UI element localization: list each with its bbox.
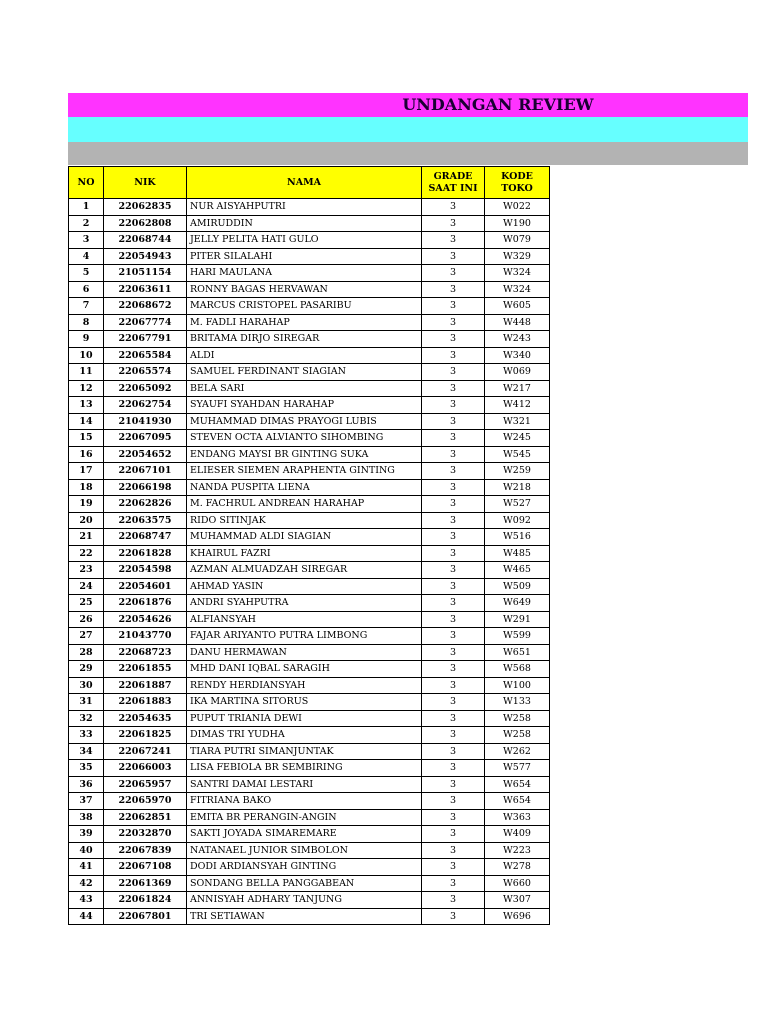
name-cell: SYAUFI SYAHDAN HARAHAP xyxy=(187,397,422,414)
nik-cell: 22065584 xyxy=(104,347,187,364)
grade-cell: 3 xyxy=(422,463,485,480)
grade-cell: 3 xyxy=(422,347,485,364)
row-number: 20 xyxy=(69,512,104,529)
row-number: 31 xyxy=(69,694,104,711)
name-cell: EMITA BR PERANGIN-ANGIN xyxy=(187,809,422,826)
store-code-cell: W485 xyxy=(485,545,550,562)
row-number: 39 xyxy=(69,826,104,843)
store-code-cell: W654 xyxy=(485,776,550,793)
store-code-cell: W258 xyxy=(485,727,550,744)
row-number: 13 xyxy=(69,397,104,414)
grade-cell: 3 xyxy=(422,595,485,612)
store-code-cell: W069 xyxy=(485,364,550,381)
table-row xyxy=(69,677,550,694)
name-cell: ALDI xyxy=(187,347,422,364)
table-row xyxy=(69,611,550,628)
table-row xyxy=(69,281,550,298)
row-number: 7 xyxy=(69,298,104,315)
store-code-cell: W307 xyxy=(485,892,550,909)
name-cell: MUHAMMAD ALDI SIAGIAN xyxy=(187,529,422,546)
name-cell: NATANAEL JUNIOR SIMBOLON xyxy=(187,842,422,859)
row-number: 10 xyxy=(69,347,104,364)
table-row xyxy=(69,644,550,661)
store-code-cell: W545 xyxy=(485,446,550,463)
store-code-cell: W262 xyxy=(485,743,550,760)
grade-cell: 3 xyxy=(422,661,485,678)
table-row xyxy=(69,215,550,232)
grade-cell: 3 xyxy=(422,298,485,315)
grade-cell: 3 xyxy=(422,314,485,331)
header-no: NO xyxy=(69,167,104,199)
table-row xyxy=(69,248,550,265)
table-row xyxy=(69,364,550,381)
table-row xyxy=(69,529,550,546)
nik-cell: 22067774 xyxy=(104,314,187,331)
store-code-cell: W321 xyxy=(485,413,550,430)
name-cell: SONDANG BELLA PANGGABEAN xyxy=(187,875,422,892)
nik-cell: 22065957 xyxy=(104,776,187,793)
store-code-cell: W100 xyxy=(485,677,550,694)
grade-cell: 3 xyxy=(422,875,485,892)
header-grade: GRADE SAAT INI xyxy=(422,167,485,199)
grade-cell: 3 xyxy=(422,496,485,513)
grade-cell: 3 xyxy=(422,364,485,381)
grade-cell: 3 xyxy=(422,892,485,909)
name-cell: BELA SARI xyxy=(187,380,422,397)
header-row xyxy=(69,167,550,199)
store-code-cell: W324 xyxy=(485,265,550,282)
grade-cell: 3 xyxy=(422,529,485,546)
nik-cell: 22061825 xyxy=(104,727,187,744)
nik-cell: 22054626 xyxy=(104,611,187,628)
nik-cell: 22066198 xyxy=(104,479,187,496)
grade-cell: 3 xyxy=(422,281,485,298)
table-row xyxy=(69,446,550,463)
header-kode-toko: KODE TOKO xyxy=(485,167,550,199)
nik-cell: 22067101 xyxy=(104,463,187,480)
grade-cell: 3 xyxy=(422,512,485,529)
table-row xyxy=(69,826,550,843)
grade-cell: 3 xyxy=(422,248,485,265)
nik-cell: 22062851 xyxy=(104,809,187,826)
name-cell: HARI MAULANA xyxy=(187,265,422,282)
nik-cell: 22065092 xyxy=(104,380,187,397)
row-number: 14 xyxy=(69,413,104,430)
store-code-cell: W363 xyxy=(485,809,550,826)
row-number: 43 xyxy=(69,892,104,909)
store-code-cell: W649 xyxy=(485,595,550,612)
store-code-cell: W259 xyxy=(485,463,550,480)
table-row xyxy=(69,380,550,397)
nik-cell: 22062835 xyxy=(104,199,187,216)
name-cell: SAKTI JOYADA SIMAREMARE xyxy=(187,826,422,843)
row-number: 32 xyxy=(69,710,104,727)
row-number: 6 xyxy=(69,281,104,298)
table-row xyxy=(69,842,550,859)
table-row xyxy=(69,727,550,744)
store-code-cell: W599 xyxy=(485,628,550,645)
store-code-cell: W527 xyxy=(485,496,550,513)
nik-cell: 22062808 xyxy=(104,215,187,232)
store-code-cell: W133 xyxy=(485,694,550,711)
nik-cell: 22065970 xyxy=(104,793,187,810)
store-code-cell: W291 xyxy=(485,611,550,628)
table-row xyxy=(69,232,550,249)
table-row xyxy=(69,661,550,678)
nik-cell: 22054635 xyxy=(104,710,187,727)
table-row xyxy=(69,859,550,876)
grade-cell: 3 xyxy=(422,644,485,661)
table-row xyxy=(69,512,550,529)
store-code-cell: W079 xyxy=(485,232,550,249)
store-code-cell: W577 xyxy=(485,760,550,777)
grade-cell: 3 xyxy=(422,430,485,447)
name-cell: TRI SETIAWAN xyxy=(187,908,422,925)
table-body xyxy=(69,199,550,925)
row-number: 33 xyxy=(69,727,104,744)
row-number: 34 xyxy=(69,743,104,760)
name-cell: PUPUT TRIANIA DEWI xyxy=(187,710,422,727)
table-row xyxy=(69,908,550,925)
nik-cell: 22067839 xyxy=(104,842,187,859)
row-number: 5 xyxy=(69,265,104,282)
grade-cell: 3 xyxy=(422,215,485,232)
nik-cell: 22067801 xyxy=(104,908,187,925)
table-row xyxy=(69,710,550,727)
row-number: 36 xyxy=(69,776,104,793)
table-row xyxy=(69,496,550,513)
store-code-cell: W465 xyxy=(485,562,550,579)
name-cell: RIDO SITINJAK xyxy=(187,512,422,529)
name-cell: LISA FEBIOLA BR SEMBIRING xyxy=(187,760,422,777)
store-code-cell: W509 xyxy=(485,578,550,595)
grade-cell: 3 xyxy=(422,380,485,397)
name-cell: FITRIANA BAKO xyxy=(187,793,422,810)
store-code-cell: W218 xyxy=(485,479,550,496)
name-cell: SANTRI DAMAI LESTARI xyxy=(187,776,422,793)
name-cell: AHMAD YASIN xyxy=(187,578,422,595)
store-code-cell: W516 xyxy=(485,529,550,546)
row-number: 18 xyxy=(69,479,104,496)
name-cell: M. FACHRUL ANDREAN HARAHAP xyxy=(187,496,422,513)
row-number: 23 xyxy=(69,562,104,579)
table-row xyxy=(69,430,550,447)
name-cell: FAJAR ARIYANTO PUTRA LIMBONG xyxy=(187,628,422,645)
store-code-cell: W223 xyxy=(485,842,550,859)
row-number: 40 xyxy=(69,842,104,859)
nik-cell: 22061369 xyxy=(104,875,187,892)
nik-cell: 22062826 xyxy=(104,496,187,513)
grade-cell: 3 xyxy=(422,265,485,282)
store-code-cell: W329 xyxy=(485,248,550,265)
name-cell: DANU HERMAWAN xyxy=(187,644,422,661)
table-row xyxy=(69,347,550,364)
subtitle-band xyxy=(68,117,748,142)
store-code-cell: W022 xyxy=(485,199,550,216)
store-code-cell: W568 xyxy=(485,661,550,678)
table-row xyxy=(69,743,550,760)
grade-cell: 3 xyxy=(422,479,485,496)
nik-cell: 22068723 xyxy=(104,644,187,661)
table-row xyxy=(69,562,550,579)
grade-cell: 3 xyxy=(422,859,485,876)
name-cell: ENDANG MAYSI BR GINTING SUKA xyxy=(187,446,422,463)
nik-cell: 22054598 xyxy=(104,562,187,579)
nik-cell: 22067241 xyxy=(104,743,187,760)
grade-cell: 3 xyxy=(422,908,485,925)
table-row xyxy=(69,793,550,810)
nik-cell: 22067791 xyxy=(104,331,187,348)
grade-cell: 3 xyxy=(422,776,485,793)
row-number: 2 xyxy=(69,215,104,232)
table-row xyxy=(69,545,550,562)
nik-cell: 22061828 xyxy=(104,545,187,562)
row-number: 42 xyxy=(69,875,104,892)
row-number: 38 xyxy=(69,809,104,826)
store-code-cell: W243 xyxy=(485,331,550,348)
nik-cell: 22067108 xyxy=(104,859,187,876)
name-cell: MUHAMMAD DIMAS PRAYOGI LUBIS xyxy=(187,413,422,430)
nik-cell: 22066003 xyxy=(104,760,187,777)
table-row xyxy=(69,199,550,216)
table-row xyxy=(69,628,550,645)
row-number: 37 xyxy=(69,793,104,810)
grade-cell: 3 xyxy=(422,628,485,645)
name-cell: AZMAN ALMUADZAH SIREGAR xyxy=(187,562,422,579)
nik-cell: 22065574 xyxy=(104,364,187,381)
row-number: 30 xyxy=(69,677,104,694)
nik-cell: 22068747 xyxy=(104,529,187,546)
nik-cell: 22032870 xyxy=(104,826,187,843)
row-number: 4 xyxy=(69,248,104,265)
grade-cell: 3 xyxy=(422,331,485,348)
name-cell: ALFIANSYAH xyxy=(187,611,422,628)
table-row xyxy=(69,397,550,414)
page-title: UNDANGAN REVIEW xyxy=(402,95,594,114)
row-number: 19 xyxy=(69,496,104,513)
grade-cell: 3 xyxy=(422,826,485,843)
name-cell: ANDRI SYAHPUTRA xyxy=(187,595,422,612)
name-cell: STEVEN OCTA ALVIANTO SIHOMBING xyxy=(187,430,422,447)
title-band xyxy=(68,93,748,117)
row-number: 15 xyxy=(69,430,104,447)
row-number: 27 xyxy=(69,628,104,645)
grade-cell: 3 xyxy=(422,413,485,430)
table-row xyxy=(69,479,550,496)
grade-cell: 3 xyxy=(422,446,485,463)
table-row xyxy=(69,413,550,430)
nik-cell: 22061887 xyxy=(104,677,187,694)
header-nik: NIK xyxy=(104,167,187,199)
store-code-cell: W092 xyxy=(485,512,550,529)
row-number: 9 xyxy=(69,331,104,348)
grade-cell: 3 xyxy=(422,562,485,579)
grade-cell: 3 xyxy=(422,793,485,810)
row-number: 28 xyxy=(69,644,104,661)
store-code-cell: W278 xyxy=(485,859,550,876)
nik-cell: 22068744 xyxy=(104,232,187,249)
name-cell: KHAIRUL FAZRI xyxy=(187,545,422,562)
store-code-cell: W340 xyxy=(485,347,550,364)
table-row xyxy=(69,760,550,777)
name-cell: M. FADLI HARAHAP xyxy=(187,314,422,331)
store-code-cell: W258 xyxy=(485,710,550,727)
name-cell: MARCUS CRISTOPEL PASARIBU xyxy=(187,298,422,315)
name-cell: PITER SILALAHI xyxy=(187,248,422,265)
nik-cell: 22061883 xyxy=(104,694,187,711)
nik-cell: 22061876 xyxy=(104,595,187,612)
nik-cell: 22062754 xyxy=(104,397,187,414)
grade-cell: 3 xyxy=(422,809,485,826)
grade-cell: 3 xyxy=(422,578,485,595)
nik-cell: 22063575 xyxy=(104,512,187,529)
grade-cell: 3 xyxy=(422,232,485,249)
row-number: 16 xyxy=(69,446,104,463)
store-code-cell: W605 xyxy=(485,298,550,315)
nik-cell: 22068672 xyxy=(104,298,187,315)
row-number: 12 xyxy=(69,380,104,397)
row-number: 44 xyxy=(69,908,104,925)
row-number: 17 xyxy=(69,463,104,480)
name-cell: NUR AISYAHPUTRI xyxy=(187,199,422,216)
store-code-cell: W409 xyxy=(485,826,550,843)
nik-cell: 22061824 xyxy=(104,892,187,909)
name-cell: SAMUEL FERDINANT SIAGIAN xyxy=(187,364,422,381)
grade-cell: 3 xyxy=(422,545,485,562)
store-code-cell: W245 xyxy=(485,430,550,447)
grade-cell: 3 xyxy=(422,694,485,711)
store-code-cell: W660 xyxy=(485,875,550,892)
store-code-cell: W696 xyxy=(485,908,550,925)
table-row xyxy=(69,314,550,331)
store-code-cell: W412 xyxy=(485,397,550,414)
nik-cell: 22067095 xyxy=(104,430,187,447)
nik-cell: 21043770 xyxy=(104,628,187,645)
name-cell: MHD DANI IQBAL SARAGIH xyxy=(187,661,422,678)
name-cell: RENDY HERDIANSYAH xyxy=(187,677,422,694)
name-cell: JELLY PELITA HATI GULO xyxy=(187,232,422,249)
table-row xyxy=(69,595,550,612)
row-number: 22 xyxy=(69,545,104,562)
grade-cell: 3 xyxy=(422,611,485,628)
info-band xyxy=(68,142,748,165)
store-code-cell: W190 xyxy=(485,215,550,232)
row-number: 8 xyxy=(69,314,104,331)
nik-cell: 22054652 xyxy=(104,446,187,463)
name-cell: ANNISYAH ADHARY TANJUNG xyxy=(187,892,422,909)
table-row xyxy=(69,694,550,711)
table-row xyxy=(69,331,550,348)
table-row xyxy=(69,578,550,595)
name-cell: AMIRUDDIN xyxy=(187,215,422,232)
row-number: 21 xyxy=(69,529,104,546)
row-number: 35 xyxy=(69,760,104,777)
grade-cell: 3 xyxy=(422,677,485,694)
nik-cell: 22063611 xyxy=(104,281,187,298)
table-row xyxy=(69,776,550,793)
grade-cell: 3 xyxy=(422,199,485,216)
row-number: 41 xyxy=(69,859,104,876)
store-code-cell: W217 xyxy=(485,380,550,397)
nik-cell: 22054601 xyxy=(104,578,187,595)
store-code-cell: W324 xyxy=(485,281,550,298)
name-cell: DIMAS TRI YUDHA xyxy=(187,727,422,744)
table-row xyxy=(69,875,550,892)
store-code-cell: W448 xyxy=(485,314,550,331)
table-row xyxy=(69,298,550,315)
row-number: 29 xyxy=(69,661,104,678)
store-code-cell: W654 xyxy=(485,793,550,810)
grade-cell: 3 xyxy=(422,727,485,744)
name-cell: BRITAMA DIRJO SIREGAR xyxy=(187,331,422,348)
row-number: 11 xyxy=(69,364,104,381)
nik-cell: 21051154 xyxy=(104,265,187,282)
nik-cell: 22061855 xyxy=(104,661,187,678)
store-code-cell: W651 xyxy=(485,644,550,661)
row-number: 25 xyxy=(69,595,104,612)
row-number: 1 xyxy=(69,199,104,216)
name-cell: ELIESER SIEMEN ARAPHENTA GINTING xyxy=(187,463,422,480)
table-row xyxy=(69,809,550,826)
row-number: 24 xyxy=(69,578,104,595)
nik-cell: 22054943 xyxy=(104,248,187,265)
name-cell: TIARA PUTRI SIMANJUNTAK xyxy=(187,743,422,760)
row-number: 3 xyxy=(69,232,104,249)
name-cell: IKA MARTINA SITORUS xyxy=(187,694,422,711)
name-cell: RONNY BAGAS HERVAWAN xyxy=(187,281,422,298)
grade-cell: 3 xyxy=(422,743,485,760)
name-cell: DODI ARDIANSYAH GINTING xyxy=(187,859,422,876)
row-number: 26 xyxy=(69,611,104,628)
nik-cell: 21041930 xyxy=(104,413,187,430)
participant-table xyxy=(68,166,550,925)
table-row xyxy=(69,892,550,909)
grade-cell: 3 xyxy=(422,397,485,414)
grade-cell: 3 xyxy=(422,710,485,727)
grade-cell: 3 xyxy=(422,760,485,777)
name-cell: NANDA PUSPITA LIENA xyxy=(187,479,422,496)
header-nama: NAMA xyxy=(187,167,422,199)
grade-cell: 3 xyxy=(422,842,485,859)
table-row xyxy=(69,265,550,282)
table-row xyxy=(69,463,550,480)
